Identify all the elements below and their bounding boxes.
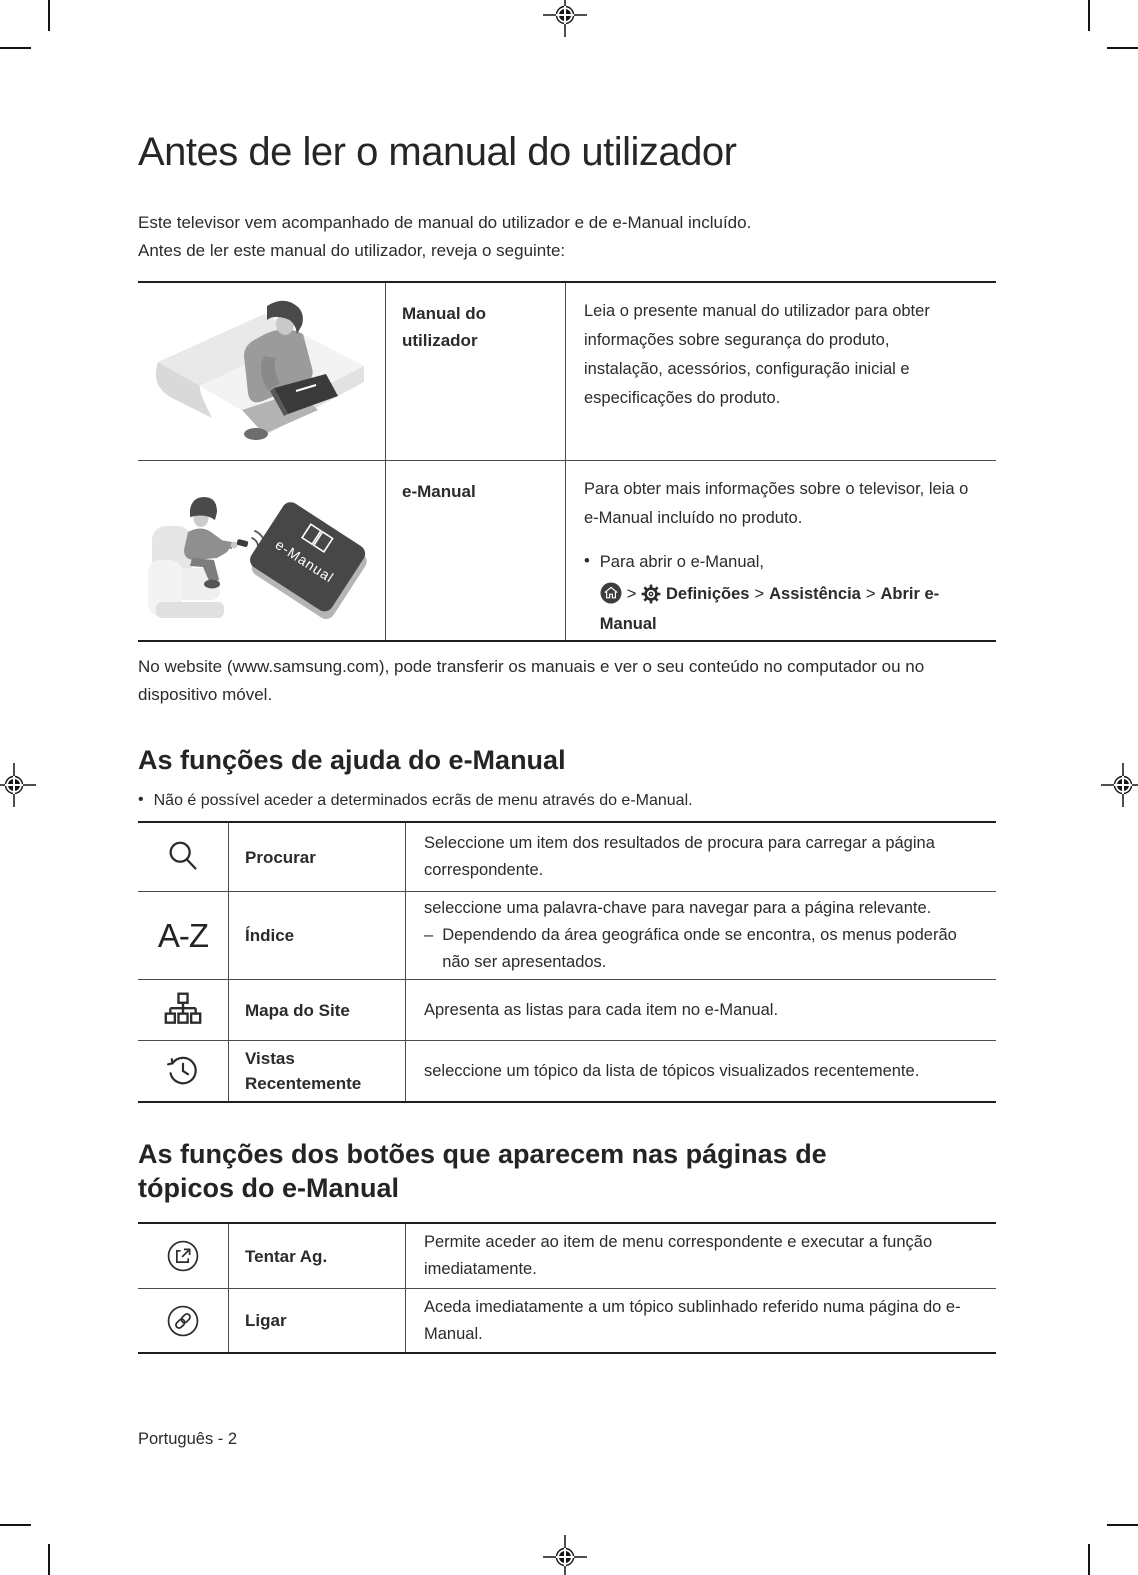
sub-note: – Dependendo da área geográfica onde se encontra, os menus poderão não ser apresentados.	[424, 926, 957, 971]
crop-mark	[0, 1524, 31, 1526]
row-label: Índice	[228, 891, 405, 979]
crop-mark	[48, 1544, 50, 1575]
section-heading-buttons: As funções dos botões que aparecem nas páginas de tópicos do e-Manual	[138, 1139, 827, 1203]
page-footer-label: Português - 2	[138, 1430, 238, 1448]
path-step-support: Assistência	[769, 585, 861, 603]
path-step-settings: Definições	[666, 585, 750, 603]
open-e-manual-bullet: • Para abrir o e-Manual, > Definições > Assistência > Abrir e-Manual	[584, 548, 970, 639]
section-heading-help: As funções de ajuda do e-Manual	[138, 745, 566, 775]
home-icon	[600, 582, 622, 604]
crop-mark	[1107, 47, 1138, 49]
row-description: Leia o presente manual do utilizador para obter informações sobre segurança do produto, instalação, acessórios, configuração inicial e especificações do produto.	[565, 283, 996, 460]
table-row-illustration	[138, 283, 385, 460]
row-description: Apresenta as listas para cada item no e-Manual.	[405, 979, 996, 1040]
crop-mark	[1088, 1544, 1090, 1575]
crop-mark	[1107, 1524, 1138, 1526]
table-row-illustration	[138, 460, 385, 640]
intro-paragraph	[138, 209, 996, 265]
path-step-open-e-manual: Abrir e-Manual	[599, 585, 940, 633]
row-description: Aceda imediatamente a um tópico sublinhado referido numa página do e-Manual.	[405, 1288, 996, 1352]
intro-line-1: Este televisor vem acompanhado de manual do utilizador e de e-Manual incluído.	[138, 213, 752, 232]
person-opening-e-manual-illustration	[144, 468, 380, 634]
sitemap-icon	[138, 979, 228, 1040]
link-icon	[138, 1288, 228, 1352]
row-label: Manual do utilizador	[385, 283, 565, 460]
registration-mark	[1101, 763, 1138, 807]
recent-views-icon	[138, 1040, 228, 1101]
crop-mark	[1088, 0, 1090, 31]
page-title: Antes de ler o manual do utilizador	[138, 130, 737, 174]
registration-mark	[0, 763, 36, 807]
row-label: Tentar Ag.	[228, 1224, 405, 1288]
search-icon	[138, 823, 228, 891]
person-reading-manual-illustration	[146, 292, 378, 452]
registration-mark	[543, 1535, 587, 1575]
manuals-table	[138, 281, 996, 642]
az-index-icon: A-Z	[138, 891, 228, 979]
gear-icon	[641, 584, 661, 604]
row-description: Permite aceder ao item de menu correspondente e executar a função imediatamente.	[405, 1224, 996, 1288]
crop-mark	[0, 47, 31, 49]
crop-mark	[48, 0, 50, 31]
help-functions-table	[138, 821, 996, 1103]
row-description: Para obter mais informações sobre o televisor, leia o e-Manual incluído no produto. • Para abrir o e-Manual, > Definições > Assistência > Abrir e-Manual	[565, 460, 996, 640]
breadcrumb-path: > Definições > Assistência > Abrir e-Manual	[600, 579, 970, 639]
try-now-icon	[138, 1224, 228, 1288]
row-description: Seleccione um item dos resultados de procura para carregar a página correspondente.	[405, 823, 996, 891]
row-label: Mapa do Site	[228, 979, 405, 1040]
svg-text:e-Manual: e-Manual	[272, 535, 337, 586]
topic-buttons-table	[138, 1222, 996, 1354]
row-description: seleccione um tópico da lista de tópicos visualizados recentemente.	[405, 1040, 996, 1101]
row-label: e-Manual	[385, 460, 565, 640]
row-label: Ligar	[228, 1288, 405, 1352]
help-section-bullet: • Não é possível aceder a determinados ecrãs de menu através do e-Manual.	[138, 791, 693, 809]
intro-line-2: Antes de ler este manual do utilizador, reveja o seguinte:	[138, 241, 566, 260]
row-label: Procurar	[228, 823, 405, 891]
row-description: seleccione uma palavra-chave para navegar para a página relevante. – Dependendo da área geográfica onde se encontra, os menus poderão não ser apresentados.	[405, 891, 996, 979]
website-note: No website (www.samsung.com), pode transferir os manuais e ver o seu conteúdo no computador ou no dispositivo móvel.	[138, 657, 925, 704]
row-label: Vistas Recentemente	[228, 1040, 405, 1101]
